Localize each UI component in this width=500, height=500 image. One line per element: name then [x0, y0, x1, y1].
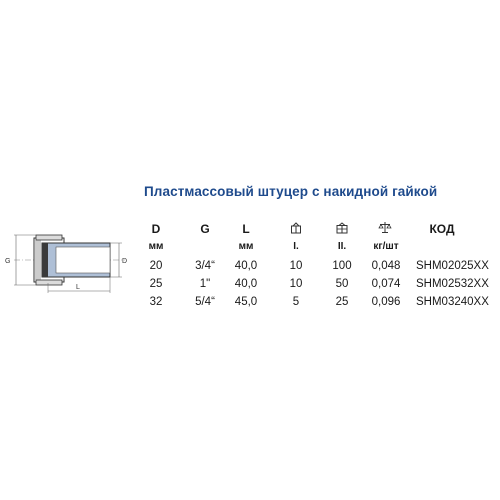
large-box-icon [336, 222, 348, 234]
unit-l: мм [238, 241, 254, 252]
row3-l: 45,0 [234, 296, 258, 308]
col-header-d: D [151, 222, 161, 236]
row3-pack1: 5 [292, 296, 300, 308]
row3-g: 5/4“ [195, 296, 215, 308]
col-header-g: G [200, 222, 210, 236]
unit-pack1: I. [293, 241, 299, 252]
row1-d: 20 [149, 260, 163, 272]
unit-d: мм [148, 241, 164, 252]
row3-code: SHM03240XX [416, 296, 489, 308]
row2-pack1: 10 [289, 278, 303, 290]
row2-d: 25 [149, 278, 163, 290]
row3-weight: 0,096 [371, 296, 401, 308]
row1-pack2: 100 [332, 260, 352, 272]
unit-pack2: II. [337, 241, 347, 252]
product-title: Пластмассовый штуцер с накидной гайкой [144, 184, 438, 199]
row2-pack2: 50 [335, 278, 349, 290]
row2-code: SHM02532XX [416, 278, 489, 290]
collar [42, 243, 48, 277]
row1-weight: 0,048 [371, 260, 401, 272]
col-header-code: КОД [429, 222, 455, 236]
row2-weight: 0,074 [371, 278, 401, 290]
nut-top-flat [36, 235, 62, 240]
nipple-bore [56, 247, 110, 273]
row1-l: 40,0 [234, 260, 258, 272]
drawing-label-d: D [122, 258, 128, 265]
unit-weight: кг/шт [373, 241, 399, 252]
drawing-label-g: G [5, 258, 11, 265]
row3-d: 32 [149, 296, 163, 308]
row2-g: 1" [199, 278, 211, 290]
col-header-l: L [242, 222, 250, 236]
small-box-icon [290, 222, 302, 234]
nut-bottom-flat [36, 280, 62, 285]
row1-g: 3/4“ [195, 260, 215, 272]
fitting-drawing [0, 225, 130, 295]
row1-code: SHM02025XX [416, 260, 489, 272]
scale-icon [379, 221, 392, 234]
row1-pack1: 10 [289, 260, 303, 272]
row2-l: 40,0 [234, 278, 258, 290]
drawing-label-l: L [76, 284, 80, 291]
row3-pack2: 25 [335, 296, 349, 308]
